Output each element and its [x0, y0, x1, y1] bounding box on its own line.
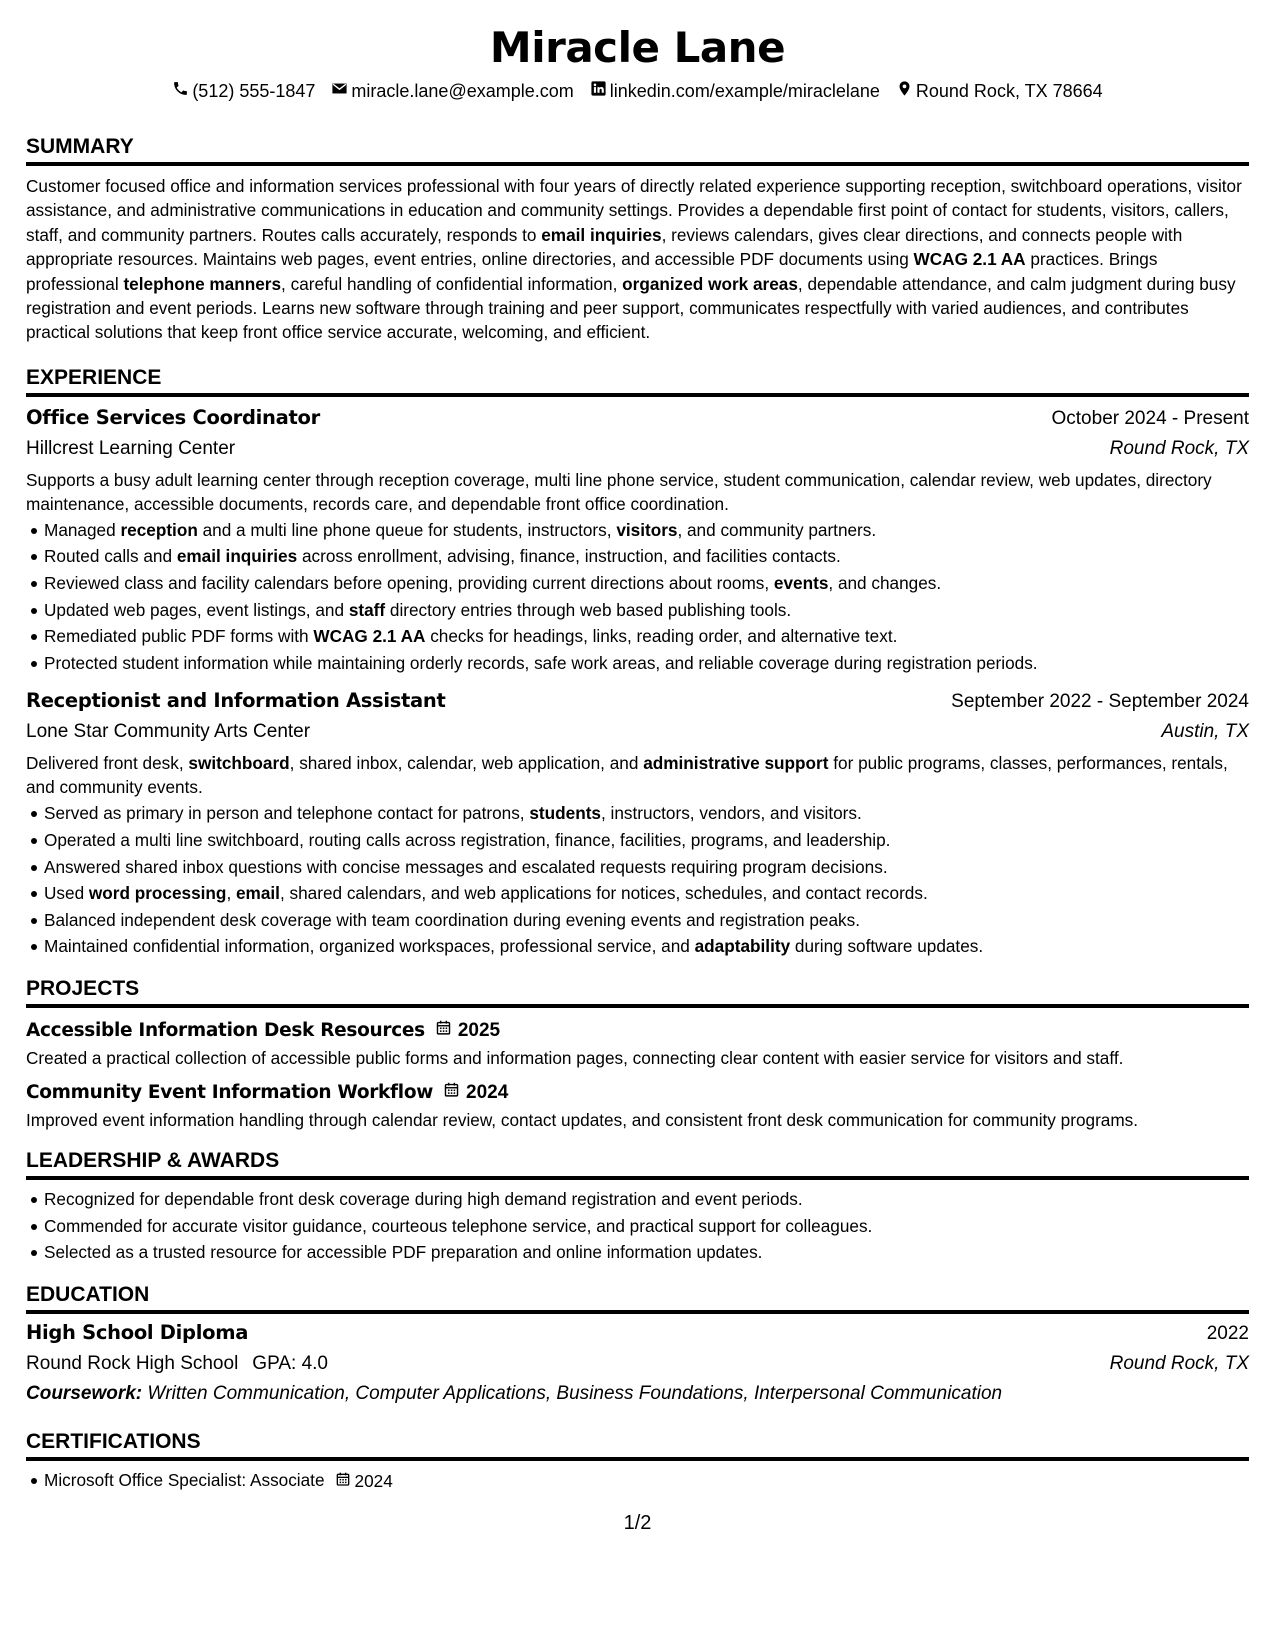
job-description: Supports a busy adult learning center through reception coverage, multi line phone service, student communication, calendar review, web updates, directory maintenance, accessible documents, records care, and dependable front office coordination. [26, 469, 1212, 514]
project-title: Accessible Information Desk Resources [26, 1019, 425, 1041]
list-item: Remediated public PDF forms with WCAG 2.1 AA checks for headings, links, reading order, and alternative text. [26, 623, 1249, 650]
job-dates: September 2022 - September 2024 [951, 691, 1249, 713]
job-organization: Lone Star Community Arts Center [26, 721, 311, 743]
graduation-year: 2022 [1206, 1322, 1249, 1344]
contact-location: Round Rock, TX 78664 [896, 80, 1103, 102]
section-title: CERTIFICATIONS [26, 1429, 1249, 1461]
section-title: PROJECTS [26, 976, 1249, 1008]
list-item: Served as primary in person and telephone contact for patrons, students, instructors, vendors, and visitors. [26, 800, 1249, 827]
job-entry [26, 403, 1249, 677]
section-title: LEADERSHIP & AWARDS [26, 1148, 1249, 1180]
contact-linkedin[interactable]: linkedin.com/example/miraclelane [590, 80, 880, 102]
list-item: Commended for accurate visitor guidance, courteous telephone service, and practical support for colleagues. [26, 1213, 1249, 1240]
school-name: Round Rock High School GPA: 4.0 [26, 1352, 328, 1374]
job-title: Office Services Coordinator [26, 405, 320, 429]
calendar-icon [443, 1081, 460, 1104]
section-title: SUMMARY [26, 134, 1249, 166]
list-item: Maintained confidential information, organized workspaces, professional service, and adaptability during software updates. [26, 933, 1249, 960]
contact-bar [26, 80, 1249, 102]
school-location: Round Rock, TX [1109, 1352, 1249, 1374]
job-organization: Hillcrest Learning Center [26, 437, 236, 459]
list-item: Routed calls and email inquiries across enrollment, advising, finance, instruction, and facilities contacts. [26, 543, 1249, 570]
candidate-name: Miracle Lane [489, 23, 786, 72]
leadership-section [26, 1148, 1249, 1266]
section-title: EXPERIENCE [26, 365, 1249, 397]
project-entry [26, 1018, 1249, 1070]
list-item: Protected student information while maintaining orderly records, safe work areas, and reliable coverage during registration periods. [26, 650, 1249, 677]
project-description: Improved event information handling through calendar review, contact updates, and consistent front desk communication for community programs. [26, 1109, 1139, 1130]
job-bullets [26, 800, 1249, 960]
project-year: 2024 [466, 1081, 509, 1103]
job-entry [26, 686, 1249, 960]
projects-section [26, 976, 1249, 1132]
job-dates: October 2024 - Present [1051, 407, 1249, 429]
list-item: Reviewed class and facility calendars before opening, providing current directions about rooms, events, and changes. [26, 570, 1249, 597]
job-location: Round Rock, TX [1109, 437, 1249, 459]
gpa: GPA: 4.0 [252, 1352, 328, 1374]
list-item: Balanced independent desk coverage with team coordination during evening events and registration peaks. [26, 907, 1249, 934]
leadership-list [26, 1186, 1249, 1266]
job-description: Delivered front desk, switchboard, shared inbox, calendar, web application, and administrative support for public programs, classes, performances, rentals, and community events. [26, 753, 1228, 798]
contact-email[interactable]: miracle.lane@example.com [331, 80, 573, 102]
project-entry [26, 1080, 1249, 1132]
calendar-icon [335, 1468, 351, 1495]
list-item: Updated web pages, event listings, and staff directory entries through web based publishing tools. [26, 597, 1249, 624]
experience-section [26, 365, 1249, 960]
education-section [26, 1282, 1249, 1409]
list-item: Operated a multi line switchboard, routing calls across registration, finance, facilities, programs, and leadership. [26, 827, 1249, 854]
page-indicator: 1/2 [623, 1512, 652, 1534]
section-title: EDUCATION [26, 1282, 1249, 1314]
phone-icon [172, 80, 189, 102]
list-item: Answered shared inbox questions with concise messages and escalated requests requiring program decisions. [26, 854, 1249, 881]
job-title: Receptionist and Information Assistant [26, 689, 446, 713]
contact-phone: (512) 555-1847 [172, 80, 315, 102]
degree-title: High School Diploma [26, 1320, 249, 1344]
envelope-icon [331, 80, 348, 102]
calendar-icon [435, 1019, 452, 1042]
job-bullets [26, 517, 1249, 677]
coursework: Coursework: Written Communication, Computer Applications, Business Foundations, Interpersonal Communication [26, 1382, 1003, 1404]
project-year: 2025 [457, 1019, 501, 1041]
summary-text: Customer focused office and information services professional with four years of directly related experience supporting reception, switchboard operations, visitor assistance, and administrative communications in education and community settings. Provides a dependable first point of contact for students, visitors, callers, staff, and community partners. Routes calls accurately, responds to email inquiries, reviews calendars, gives clear directions, and connects people with appropriate resources. Maintains web pages, event entries, online directories, and accessible PDF documents using WCAG 2.1 AA practices. Brings professional telephone manners, careful handling of confidential information, organized work areas, dependable attendance, and calm judgment during busy registration and event periods. Learns new software through training and peer support, communicates respectfully with varied audiences, and contributes practical solutions that keep front office service accurate, welcoming, and efficient. [26, 176, 1242, 343]
project-description: Created a practical collection of accessible public forms and information pages, connecting clear content with easier service for visitors and staff. [26, 1047, 1124, 1068]
certification-year: 2024 [354, 1470, 393, 1491]
certifications-list [26, 1467, 1249, 1495]
linkedin-icon [590, 80, 607, 102]
list-item [26, 1467, 1249, 1495]
list-item: Used word processing, email, shared calendars, and web applications for notices, schedules, and contact records. [26, 880, 1249, 907]
job-location: Austin, TX [1161, 721, 1249, 743]
certifications-section [26, 1429, 1249, 1495]
list-item: Recognized for dependable front desk coverage during high demand registration and event periods. [26, 1186, 1249, 1213]
certification-name: Microsoft Office Specialist: Associate [44, 1469, 325, 1490]
project-title: Community Event Information Workflow [26, 1081, 434, 1103]
list-item: Selected as a trusted resource for accessible PDF preparation and online information updates. [26, 1239, 1249, 1266]
map-pin-icon [896, 80, 913, 102]
list-item: Managed reception and a multi line phone queue for students, instructors, visitors, and community partners. [26, 517, 1249, 544]
summary-section [26, 134, 1249, 345]
